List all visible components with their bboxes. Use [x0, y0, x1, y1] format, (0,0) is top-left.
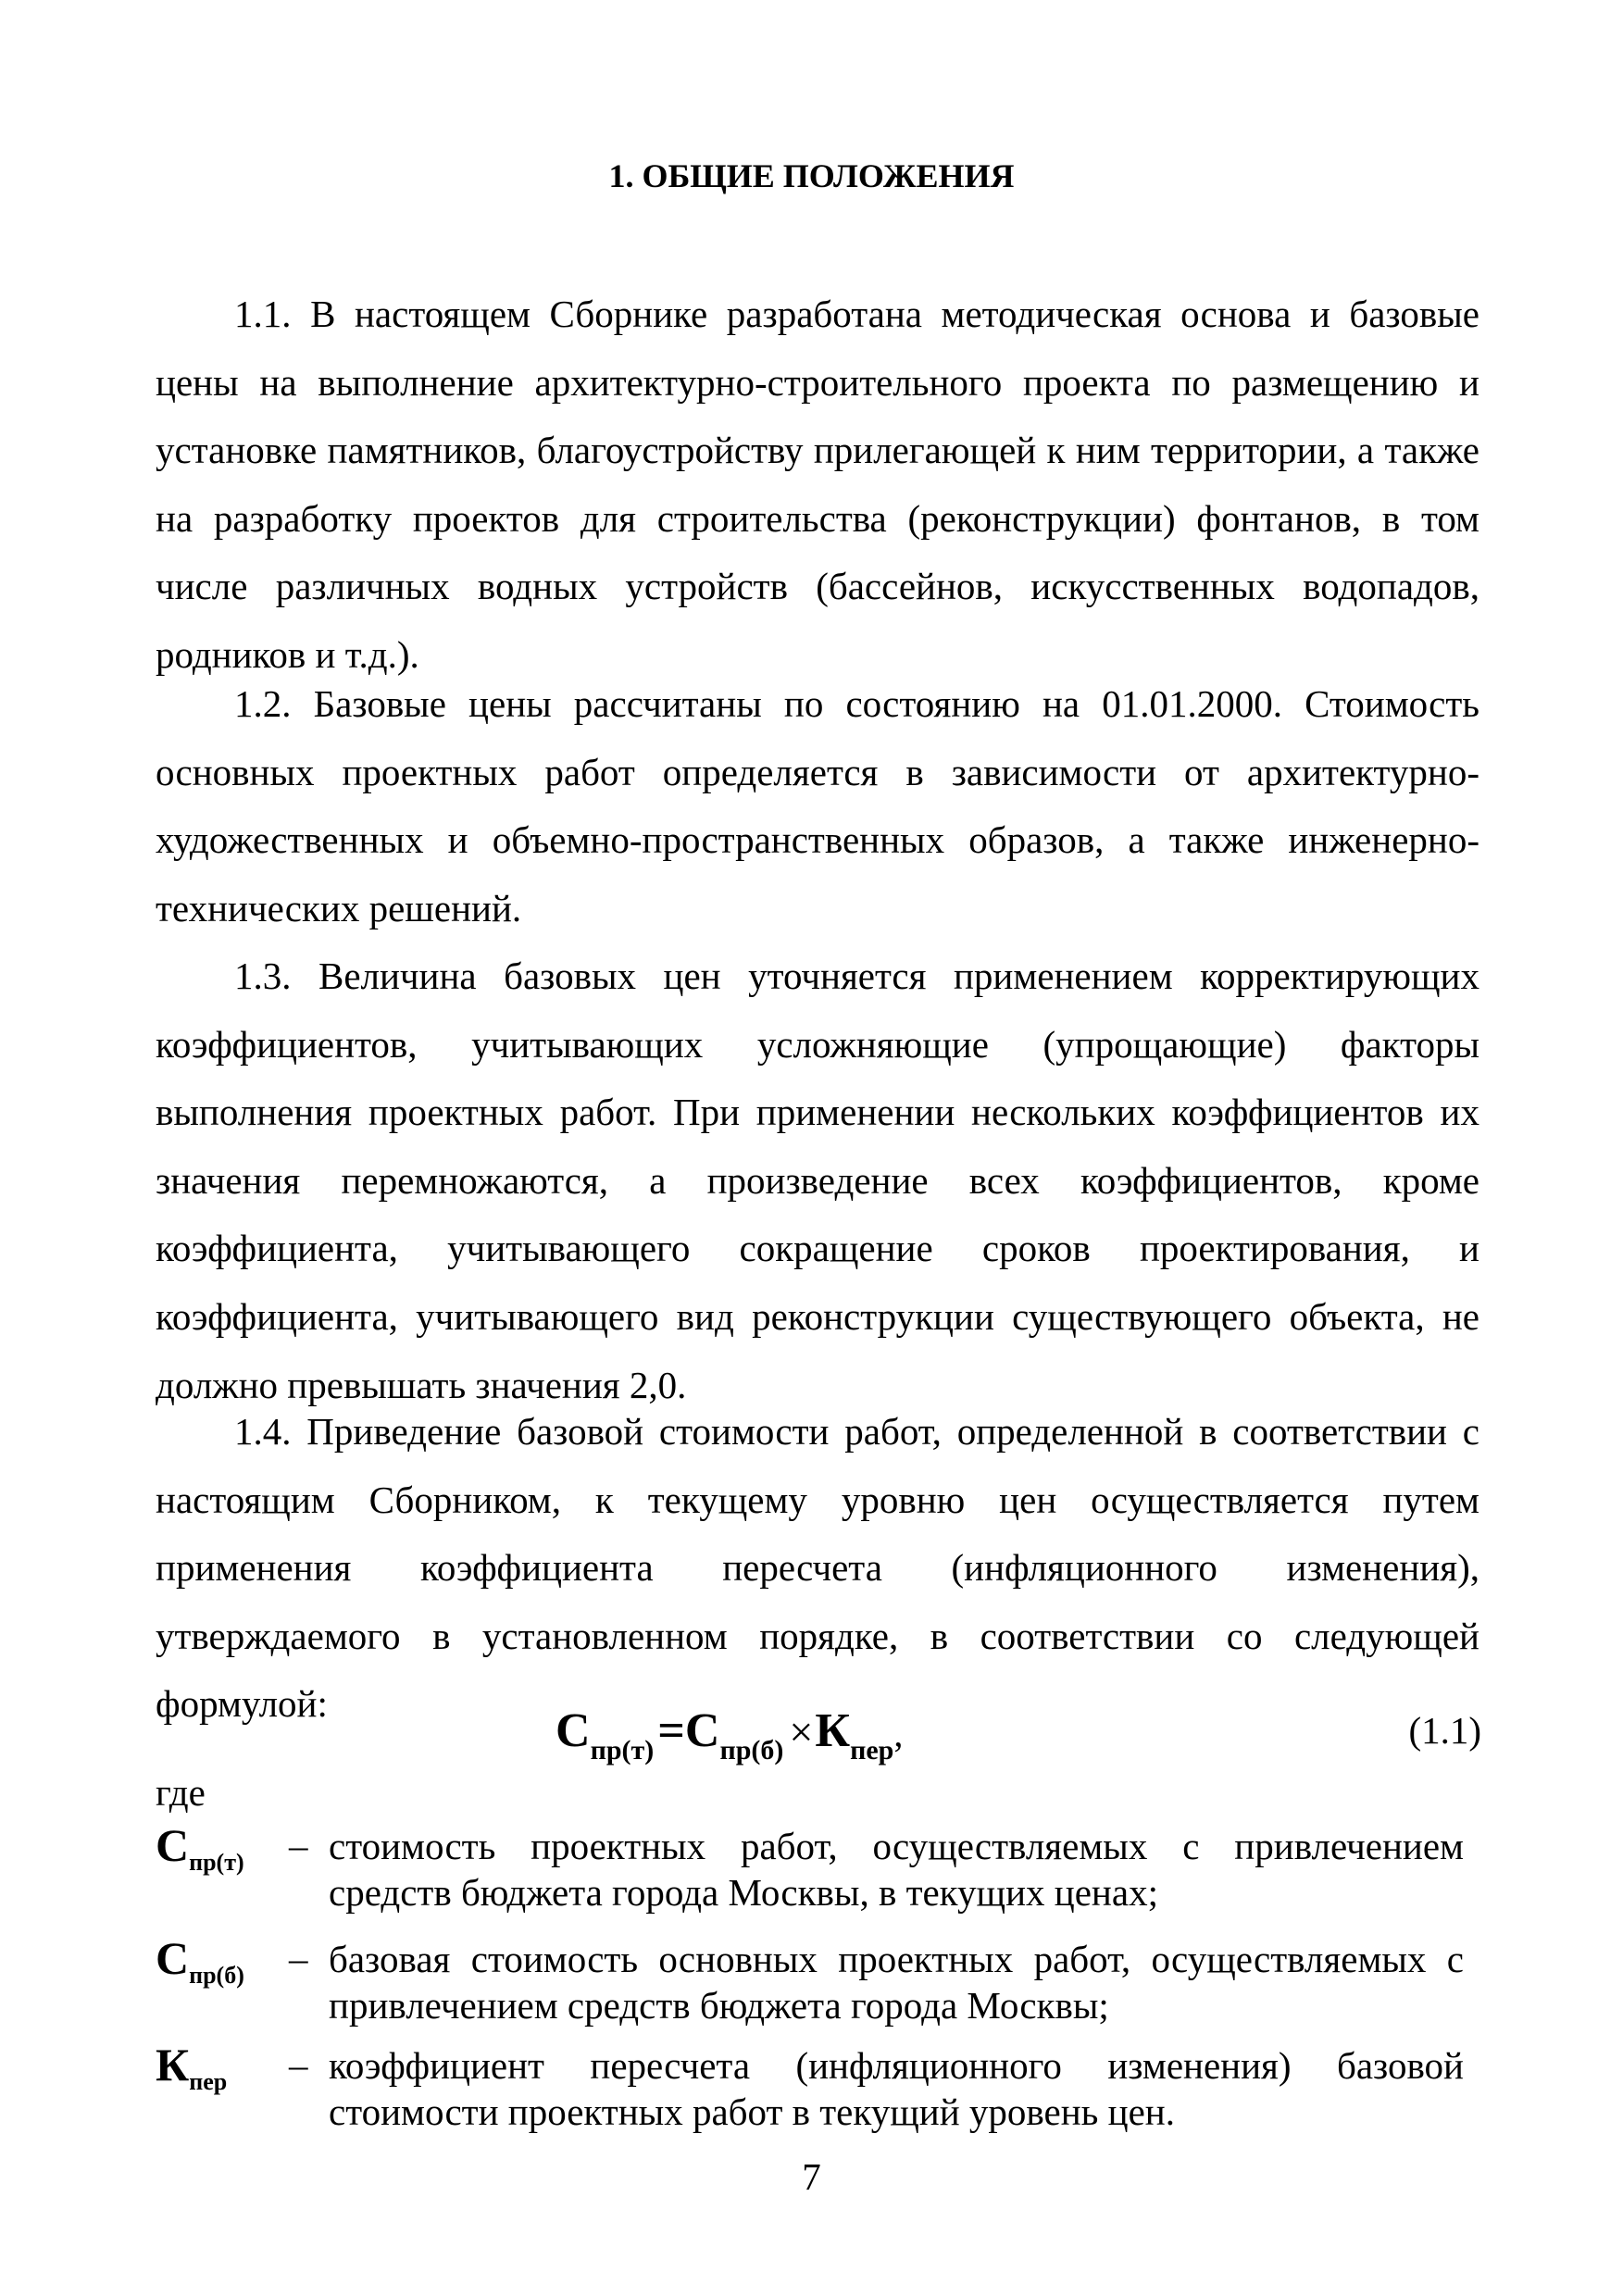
- definition-dash: –: [289, 1937, 308, 1979]
- page-number: 7: [802, 2155, 821, 2198]
- equation-number: (1.1): [1408, 1709, 1481, 1752]
- formula-rhs2-symbol: К: [815, 1704, 851, 1757]
- where-label: где: [156, 1771, 206, 1814]
- definition-text: базовая стоимость основных проектных работ, осуществляемых с привлечением средств бюджета города Москвы;: [329, 1938, 1464, 2027]
- paragraph-1-2: 1.2. Базовые цены рассчитаны по состоянию на 01.01.2000. Стоимость основных проектных работ определяется в зависимости от архитектурно-художественных и объемно-пространственных образов, а также инженерно-технических решений.: [156, 682, 1479, 930]
- section-heading: 1. ОБЩИЕ ПОЛОЖЕНИЯ: [608, 157, 1015, 194]
- definition-dash: –: [289, 1824, 308, 1866]
- paragraph-1-3: 1.3. Величина базовых цен уточняется применением корректирующих коэффициентов, учитывающих усложняющие (упрощающие) факторы выполнения проектных работ. При применении нескольких коэффициентов их значения перемножаются, а произведение всех коэффициентов, кроме коэффициента, учитывающего сокращение сроков проектирования, и коэффициента, учитывающего вид реконструкции существующего объекта, не должно превышать значения 2,0.: [156, 955, 1479, 1406]
- definition-dash: –: [289, 2043, 308, 2086]
- formula-rhs1-subscript: пр(б): [719, 1735, 784, 1766]
- definition-symbol-subscript: пер: [189, 2068, 228, 2095]
- definition-symbol-subscript: пр(т): [189, 1849, 244, 1876]
- formula-lhs-subscript: пр(т): [590, 1735, 655, 1766]
- definition-text: коэффициент пересчета (инфляционного изменения) базовой стоимости проектных работ в текущий уровень цен.: [329, 2044, 1464, 2133]
- definition-symbol-c-pr-t: [156, 1819, 244, 1889]
- formula-times: ×: [789, 1708, 814, 1755]
- definition-symbol-subscript: пр(б): [189, 1962, 244, 1989]
- definition-symbol-letter: С: [156, 1932, 190, 1984]
- definition-symbol-c-pr-b: [156, 1932, 244, 2002]
- formula-comma: ,: [893, 1713, 904, 1754]
- formula-equals: =: [657, 1704, 685, 1757]
- definition-text: стоимость проектных работ, осуществляемых с привлечением средств бюджета города Москвы, в текущих ценах;: [329, 1825, 1464, 1914]
- formula-rhs2-subscript: пер: [850, 1735, 894, 1766]
- formula-lhs-symbol: С: [556, 1704, 591, 1757]
- paragraph-1-4: 1.4. Приведение базовой стоимости работ, определенной в соответствии с настоящим Сборником, к текущему уровню цен осуществляется путем применения коэффициента пересчета (инфляционного изменения), утверждаемого в установленном порядке, в соответствии со следующей формулой:: [156, 1410, 1479, 1726]
- formula-1-1: [556, 1702, 1204, 1766]
- formula-rhs1-symbol: С: [684, 1704, 720, 1757]
- definition-symbol-k-per: [156, 2039, 227, 2108]
- paragraph-1-1: 1.1. В настоящем Сборнике разработана методическая основа и базовые цены на выполнение архитектурно-строительного проекта по размещению и установке памятников, благоустройству прилегающей к ним территории, а также на разработку проектов для строительства (реконструкции) фонтанов, в том числе различных водных устройств (бассейнов, искусственных водопадов, родников и т.д.).: [156, 293, 1479, 676]
- definition-symbol-letter: К: [156, 2039, 190, 2090]
- definition-symbol-letter: С: [156, 1819, 190, 1871]
